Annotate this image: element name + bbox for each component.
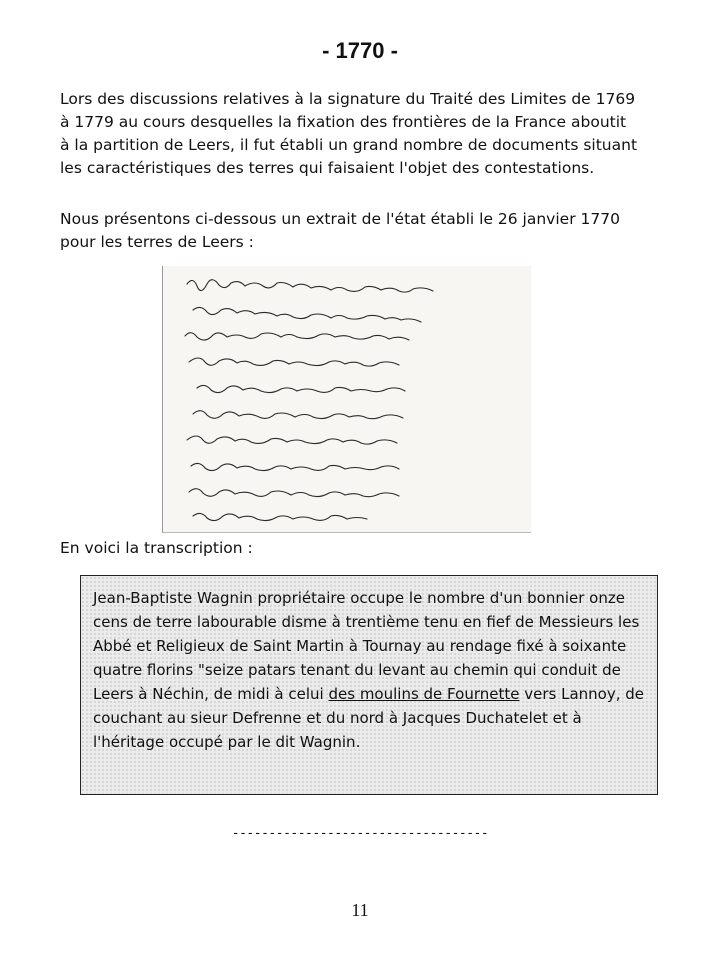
- manuscript-image: [162, 266, 531, 533]
- transcription-underlined: des moulins de Fournette: [328, 685, 520, 703]
- transcription-part-2: vers Lannoy, de couchant au sieur Defrenne et du nord à Jacques Duchatelet et à l'héritage occupé par le dit Wagnin.: [93, 685, 644, 751]
- transcription-intro: En voici la transcription :: [60, 539, 253, 557]
- transcription-box: [80, 575, 658, 795]
- transcription-text: [93, 586, 645, 754]
- page-number: 11: [351, 900, 369, 920]
- intro-paragraph: Lors des discussions relatives à la signature du Traité des Limites de 1769 à 1779 au cours desquelles la fixation des frontières de la France aboutit à la partition de Leers, il fut établi un grand nombre de documents situant les caractéristiques des terres qui faisaient l'objet des contestations.: [60, 90, 638, 177]
- present-paragraph: Nous présentons ci-dessous un extrait de l'état établi le 26 janvier 1770 pour les terres de Leers :: [60, 210, 620, 251]
- divider: -----------------------------------: [231, 826, 489, 841]
- page-title: - 1770 -: [322, 38, 398, 63]
- transcription-part-1: Jean-Baptiste Wagnin propriétaire occupe le nombre d'un bonnier onze cens de terre labourable disme à trentième tenu en fief de Messieurs les Abbé et Religieux de Saint Martin à Tournay au rendage fixé à soixante quatre florins "seize patars tenant du levant au chemin qui conduit de Leers à Néchin, de midi à celui: [93, 589, 640, 703]
- manuscript-handwriting: [163, 266, 531, 532]
